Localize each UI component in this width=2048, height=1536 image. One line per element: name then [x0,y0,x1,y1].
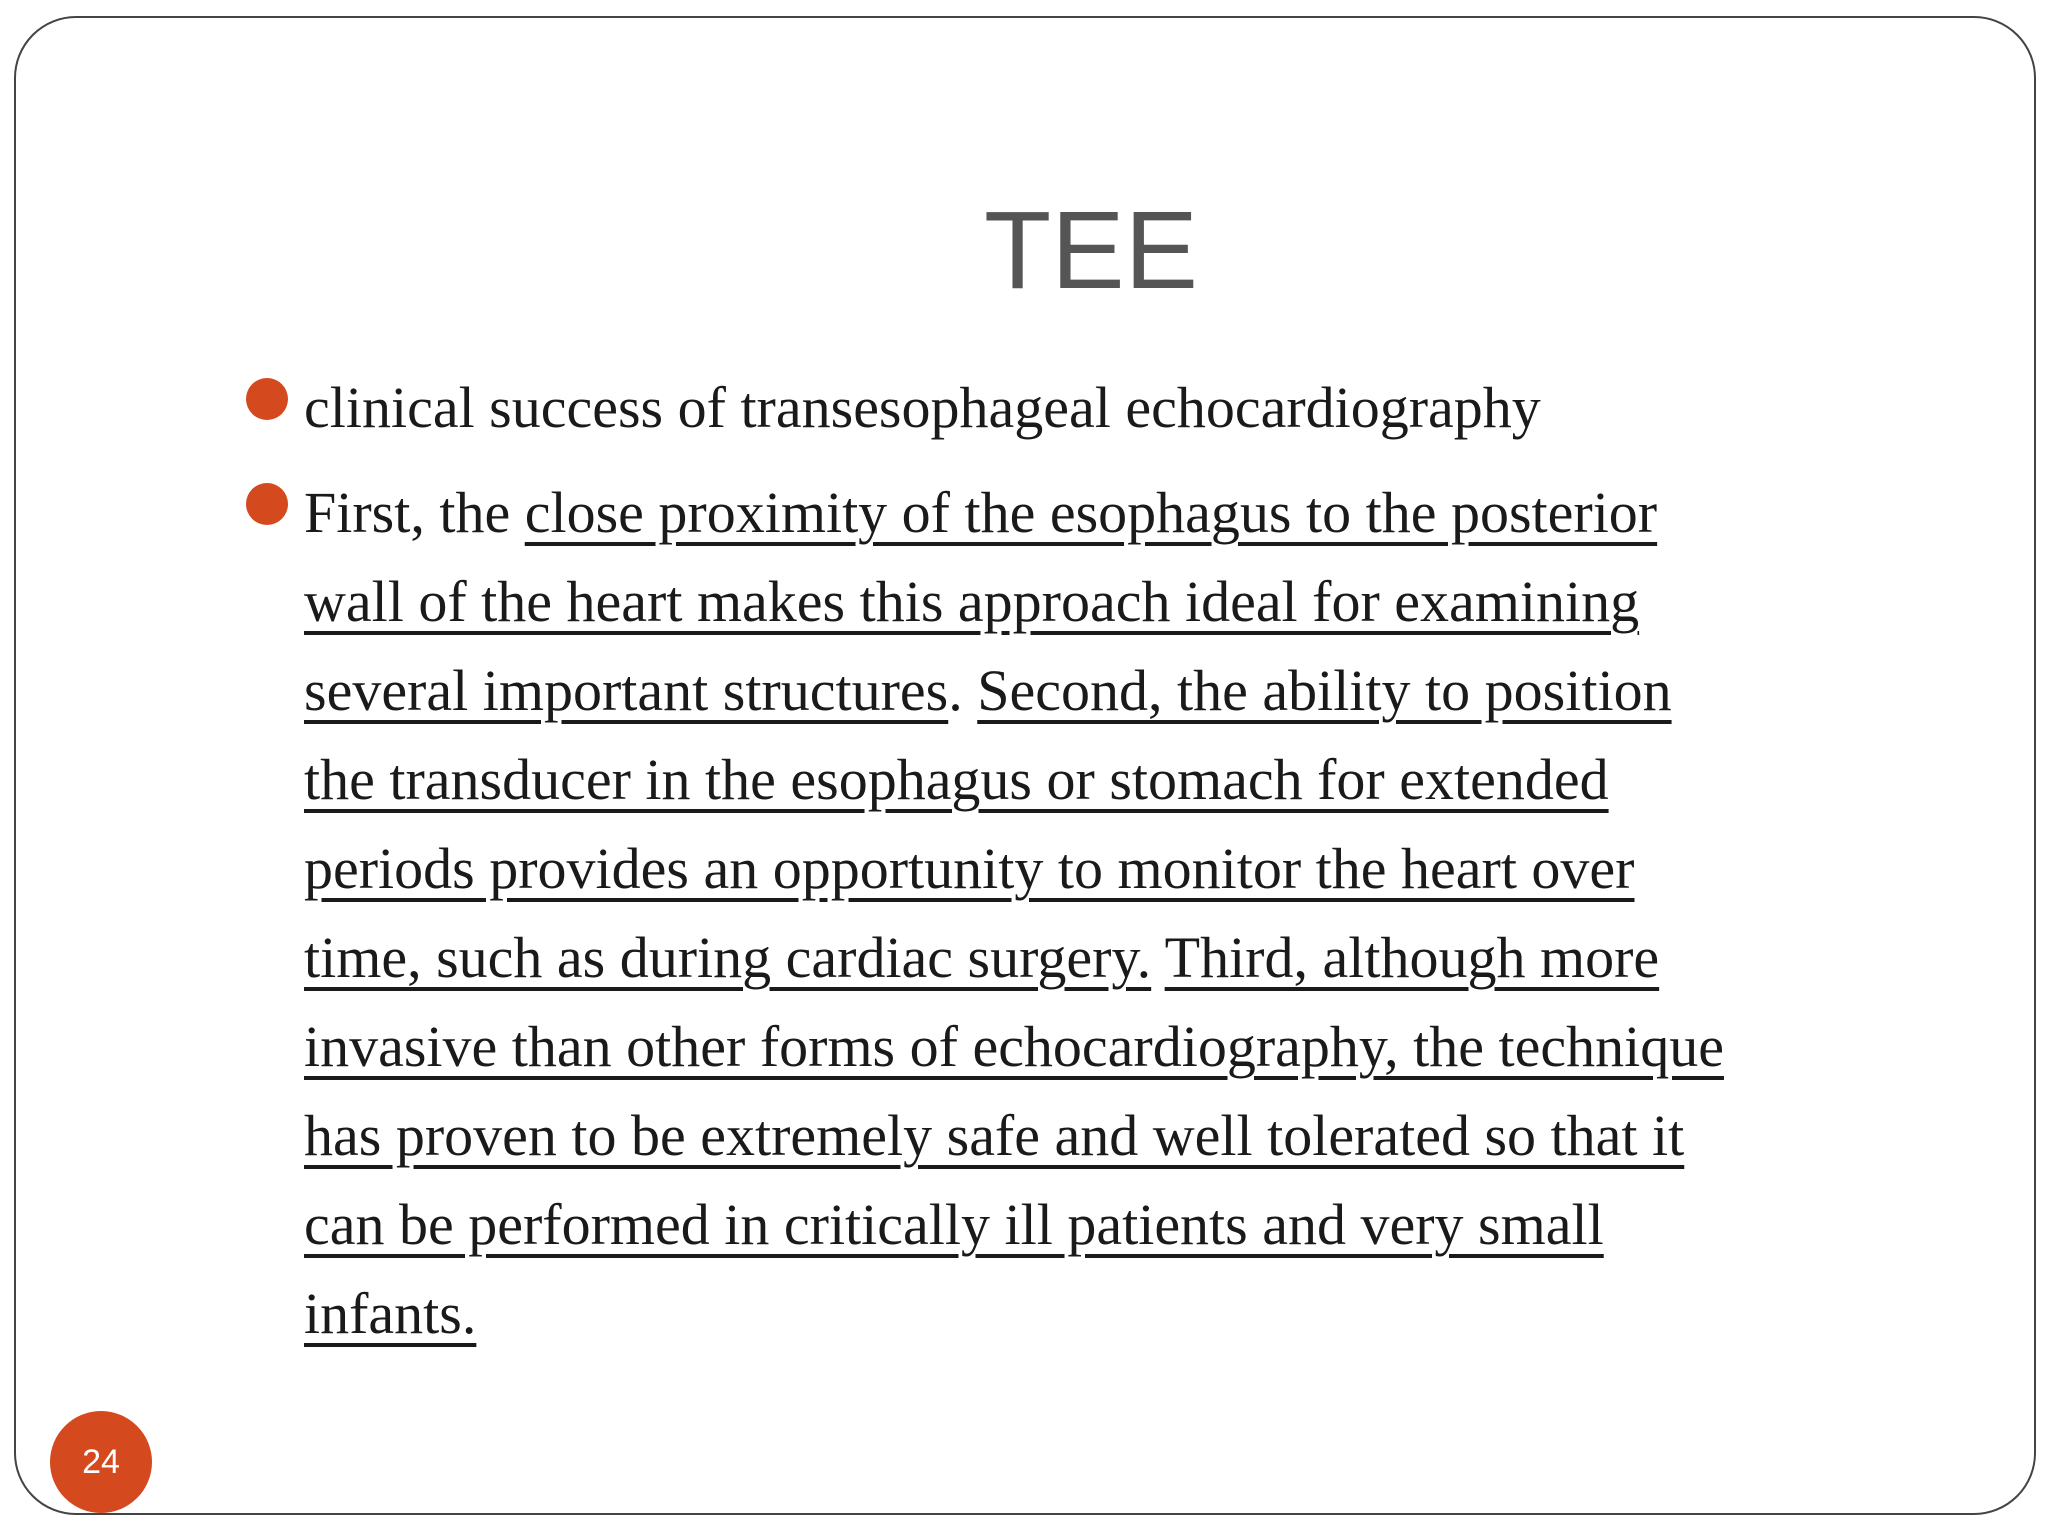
text-span: First, the [304,480,525,545]
bullet-2-line: periods provides an opportunity to monitor the heart over [304,836,1635,901]
underlined-text: Third, although more [1164,925,1660,990]
bullet-2-line: invasive than other forms of echocardiography, the technique [304,1014,1724,1079]
underlined-text: time, such as during cardiac surgery. [304,925,1152,990]
bullet-2-text [304,468,2036,1358]
bullet-2-line: has proven to be extremely safe and well tolerated so that it [304,1103,1685,1168]
bullet-1-text: clinical success of transesophageal echocardiography [304,375,1541,440]
underlined-text: Second, the ability to position [977,658,1672,723]
bullet-2-line: wall of the heart makes this approach ideal for examining [304,569,1640,634]
text-span: . [948,658,978,723]
underlined-text: several important structures [304,658,949,723]
bullet-2-line [304,646,2036,735]
text-span [1151,925,1164,990]
slide [14,16,2036,1515]
bullet-2-line: the transducer in the esophagus or stomach for extended [304,747,1609,812]
bullet-marker-icon [246,483,288,525]
bullet-2-line: can be performed in critically ill patients and very small [304,1192,1604,1257]
page-number-badge: 24 [50,1411,152,1513]
underlined-text: close proximity of the esophagus to the posterior [524,480,1658,545]
bullet-2-line [304,468,2036,557]
slide-title: TEE [984,189,1198,312]
bullet-2-line [304,913,2036,1002]
bullet-2-line: infants. [304,1281,477,1346]
bullet-marker-icon [246,378,288,420]
